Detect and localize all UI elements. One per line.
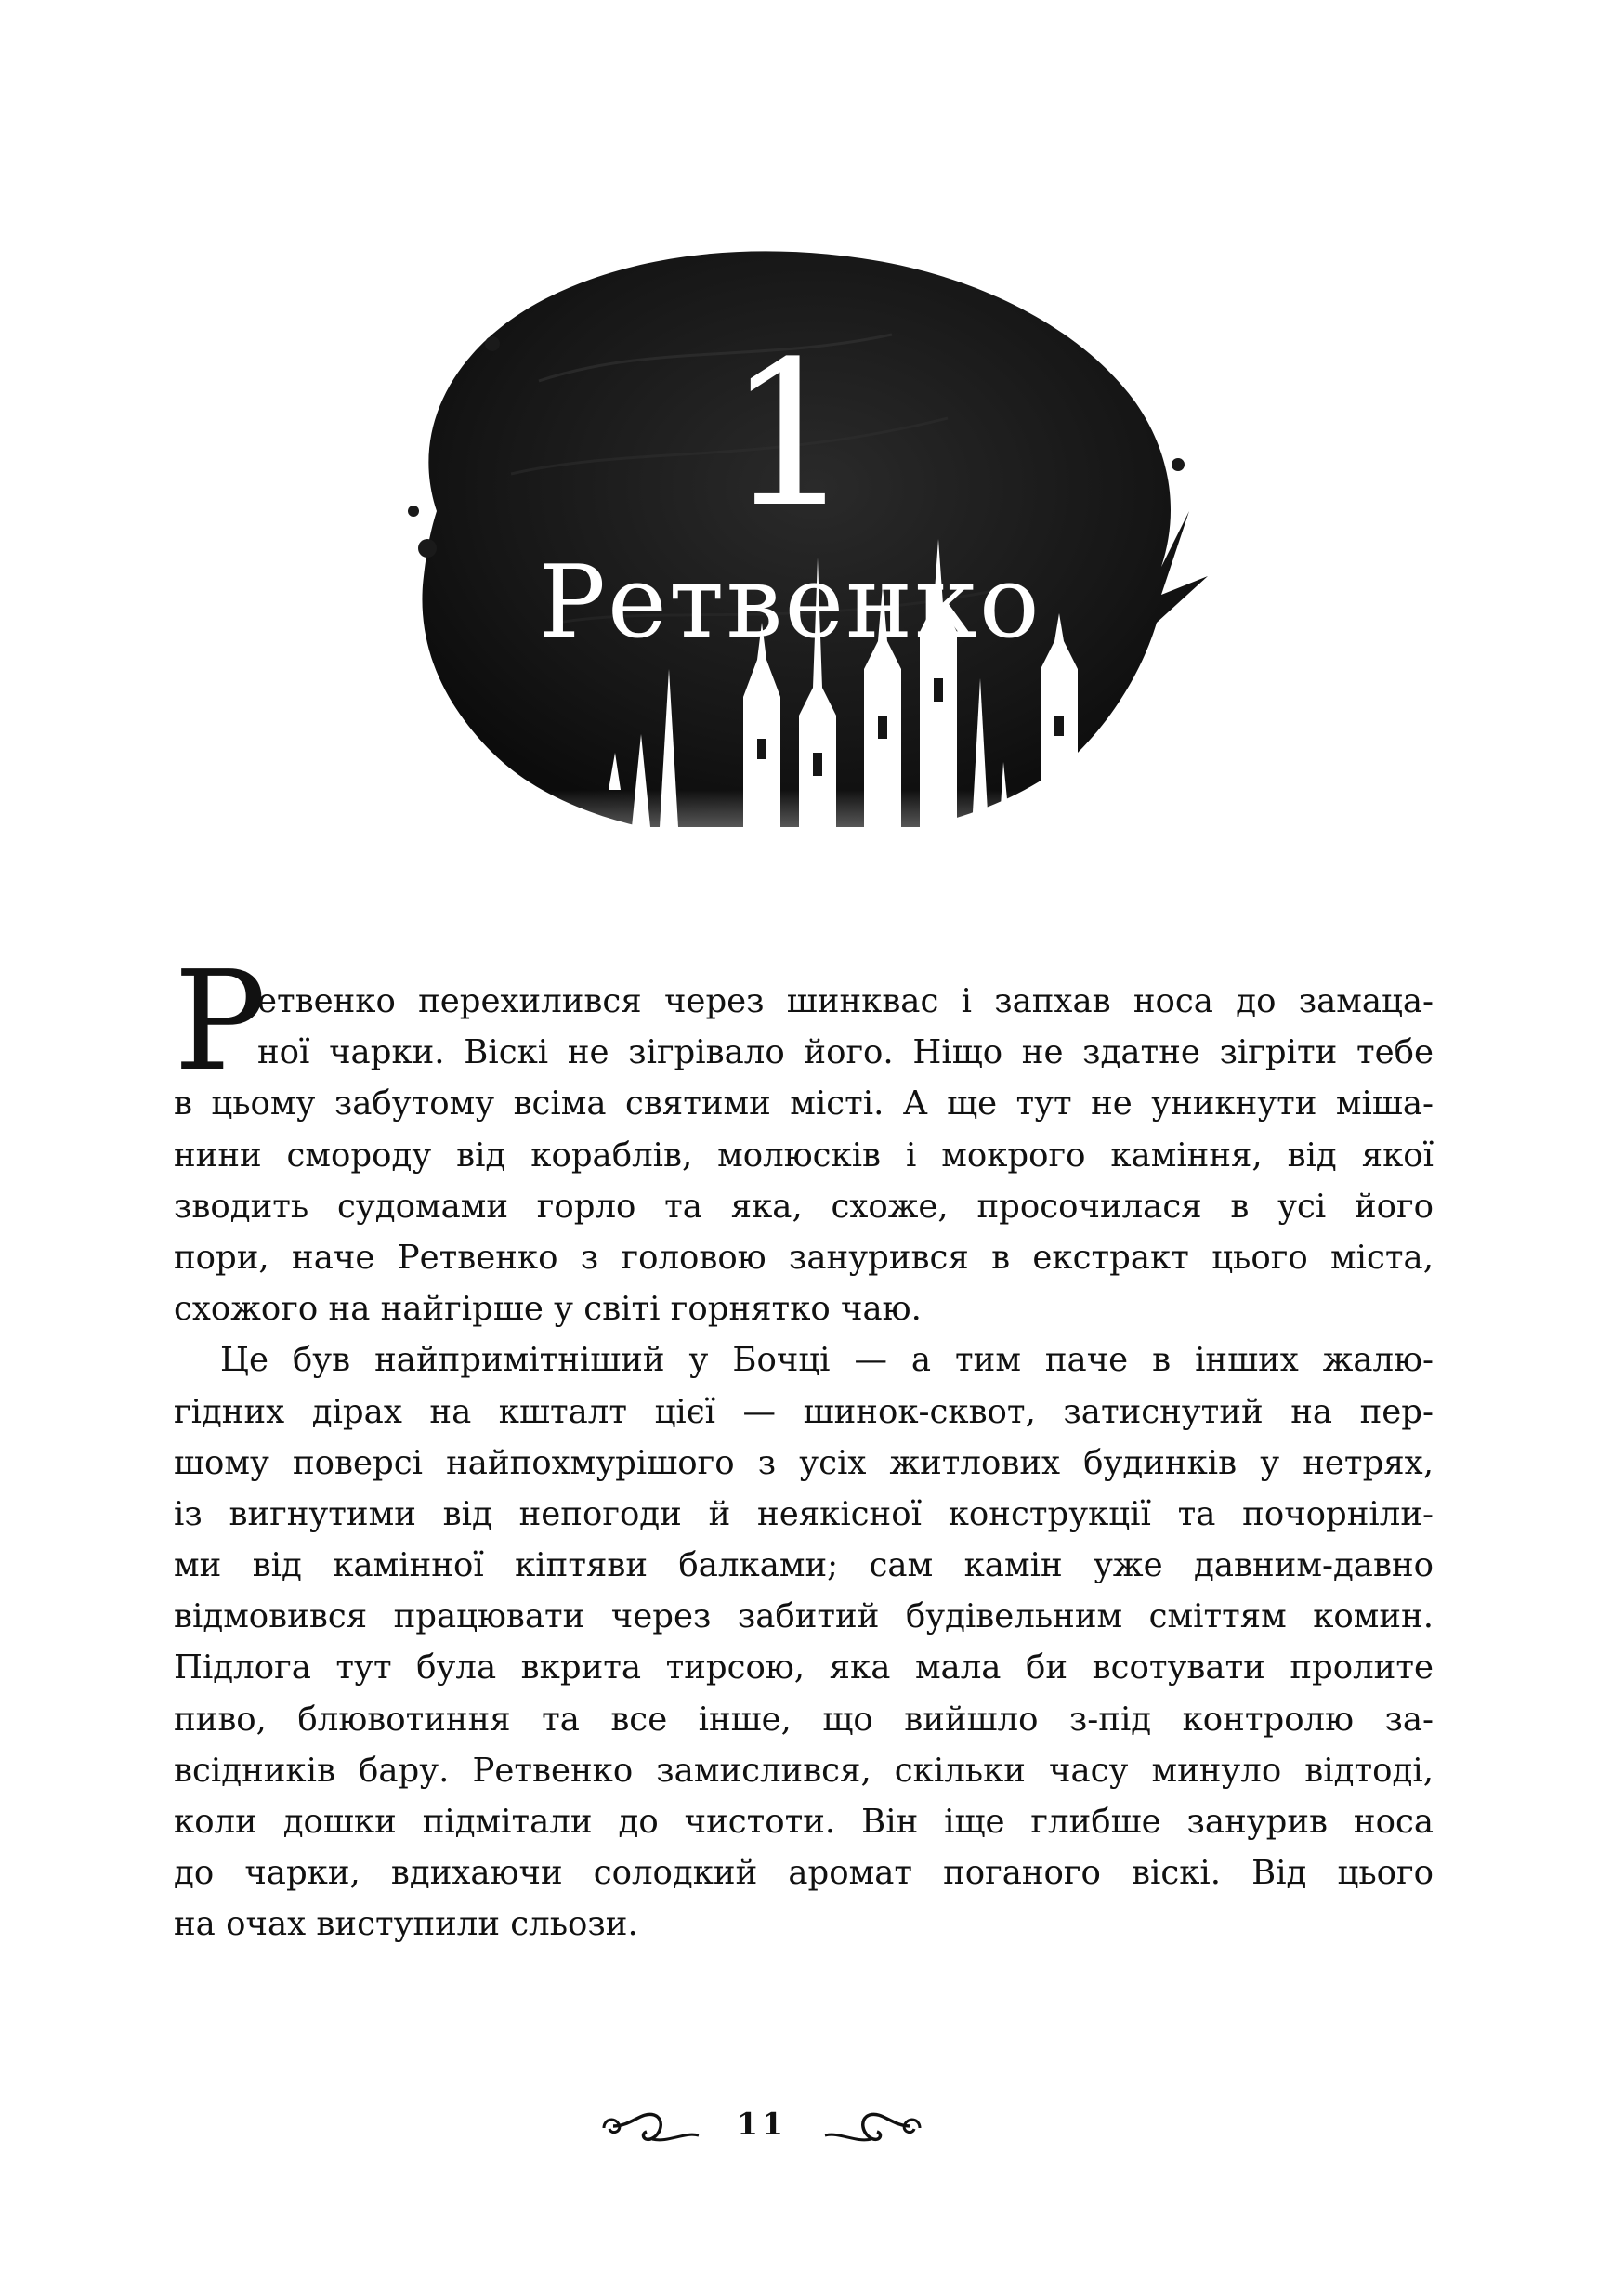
- text-line: Це був найпримітніший у Бочці — а тим паче в інших жалю-: [220, 1341, 1434, 1380]
- chapter-title: Ретвенко: [538, 545, 1041, 661]
- text-line: до чарки, вдихаючи солодкий аромат поганого віскі. Від цього: [174, 1854, 1434, 1893]
- text-line: етвенко перехилився через шинквас і запхав носа до замаца-: [257, 982, 1434, 1020]
- text-line: зводить судомами горло та яка, схоже, просочилася в усі його: [174, 1187, 1434, 1226]
- text-line: нини смороду від кораблів, молюсків і мокрого каміння, від якої: [174, 1136, 1434, 1175]
- text-line: пиво, блювотиння та все інше, що вийшло з-під контролю за-: [174, 1700, 1434, 1739]
- text-line: в цьому забутому всіма святими місті. А ще тут не уникнути міша-: [174, 1084, 1434, 1123]
- chapter-header-illustration: [372, 232, 1208, 911]
- text-line: ної чарки. Віскі не зігрівало його. Ніщо не здатне зігріти тебе: [257, 1033, 1434, 1072]
- page-footer: [595, 2098, 929, 2154]
- text-line: коли дошки підмітали до чистоти. Він іще глибше занурив носа: [174, 1803, 1434, 1841]
- drop-cap-letter: Р: [174, 941, 267, 1101]
- text-line: на очах виступили сльози.: [174, 1905, 638, 1944]
- text-line: гідних дірах на кшталт цієї — шинок-сквот, затиснутий на пер-: [174, 1392, 1434, 1431]
- text-line: шому поверсі найпохмурішого з усіх житлових будинків у нетрях,: [174, 1443, 1434, 1482]
- text-line: ми від камінної кіптяви балками; сам камін уже давним-давно: [174, 1546, 1434, 1585]
- text-line: всідників бару. Ретвенко замислився, скільки часу минуло відтоді,: [174, 1751, 1434, 1790]
- page-number: 11: [737, 2106, 787, 2142]
- text-line: пори, наче Ретвенко з головою занурився в екстракт цього міста,: [174, 1238, 1434, 1277]
- text-line: Підлога тут була вкрита тирсою, яка мала би всотувати пролите: [174, 1648, 1434, 1688]
- right-flourish-icon: [818, 2098, 929, 2154]
- text-line: відмовився працювати через забитий будівельним сміттям комин.: [174, 1597, 1434, 1636]
- chapter-number: 1: [726, 318, 854, 551]
- text-line: із вигнутими від непогоди й неякісної конструкції та почорніли-: [174, 1494, 1434, 1533]
- text-line: схожого на найгірше у світі горнятко чаю.: [174, 1290, 922, 1329]
- body-text: [174, 976, 1434, 1950]
